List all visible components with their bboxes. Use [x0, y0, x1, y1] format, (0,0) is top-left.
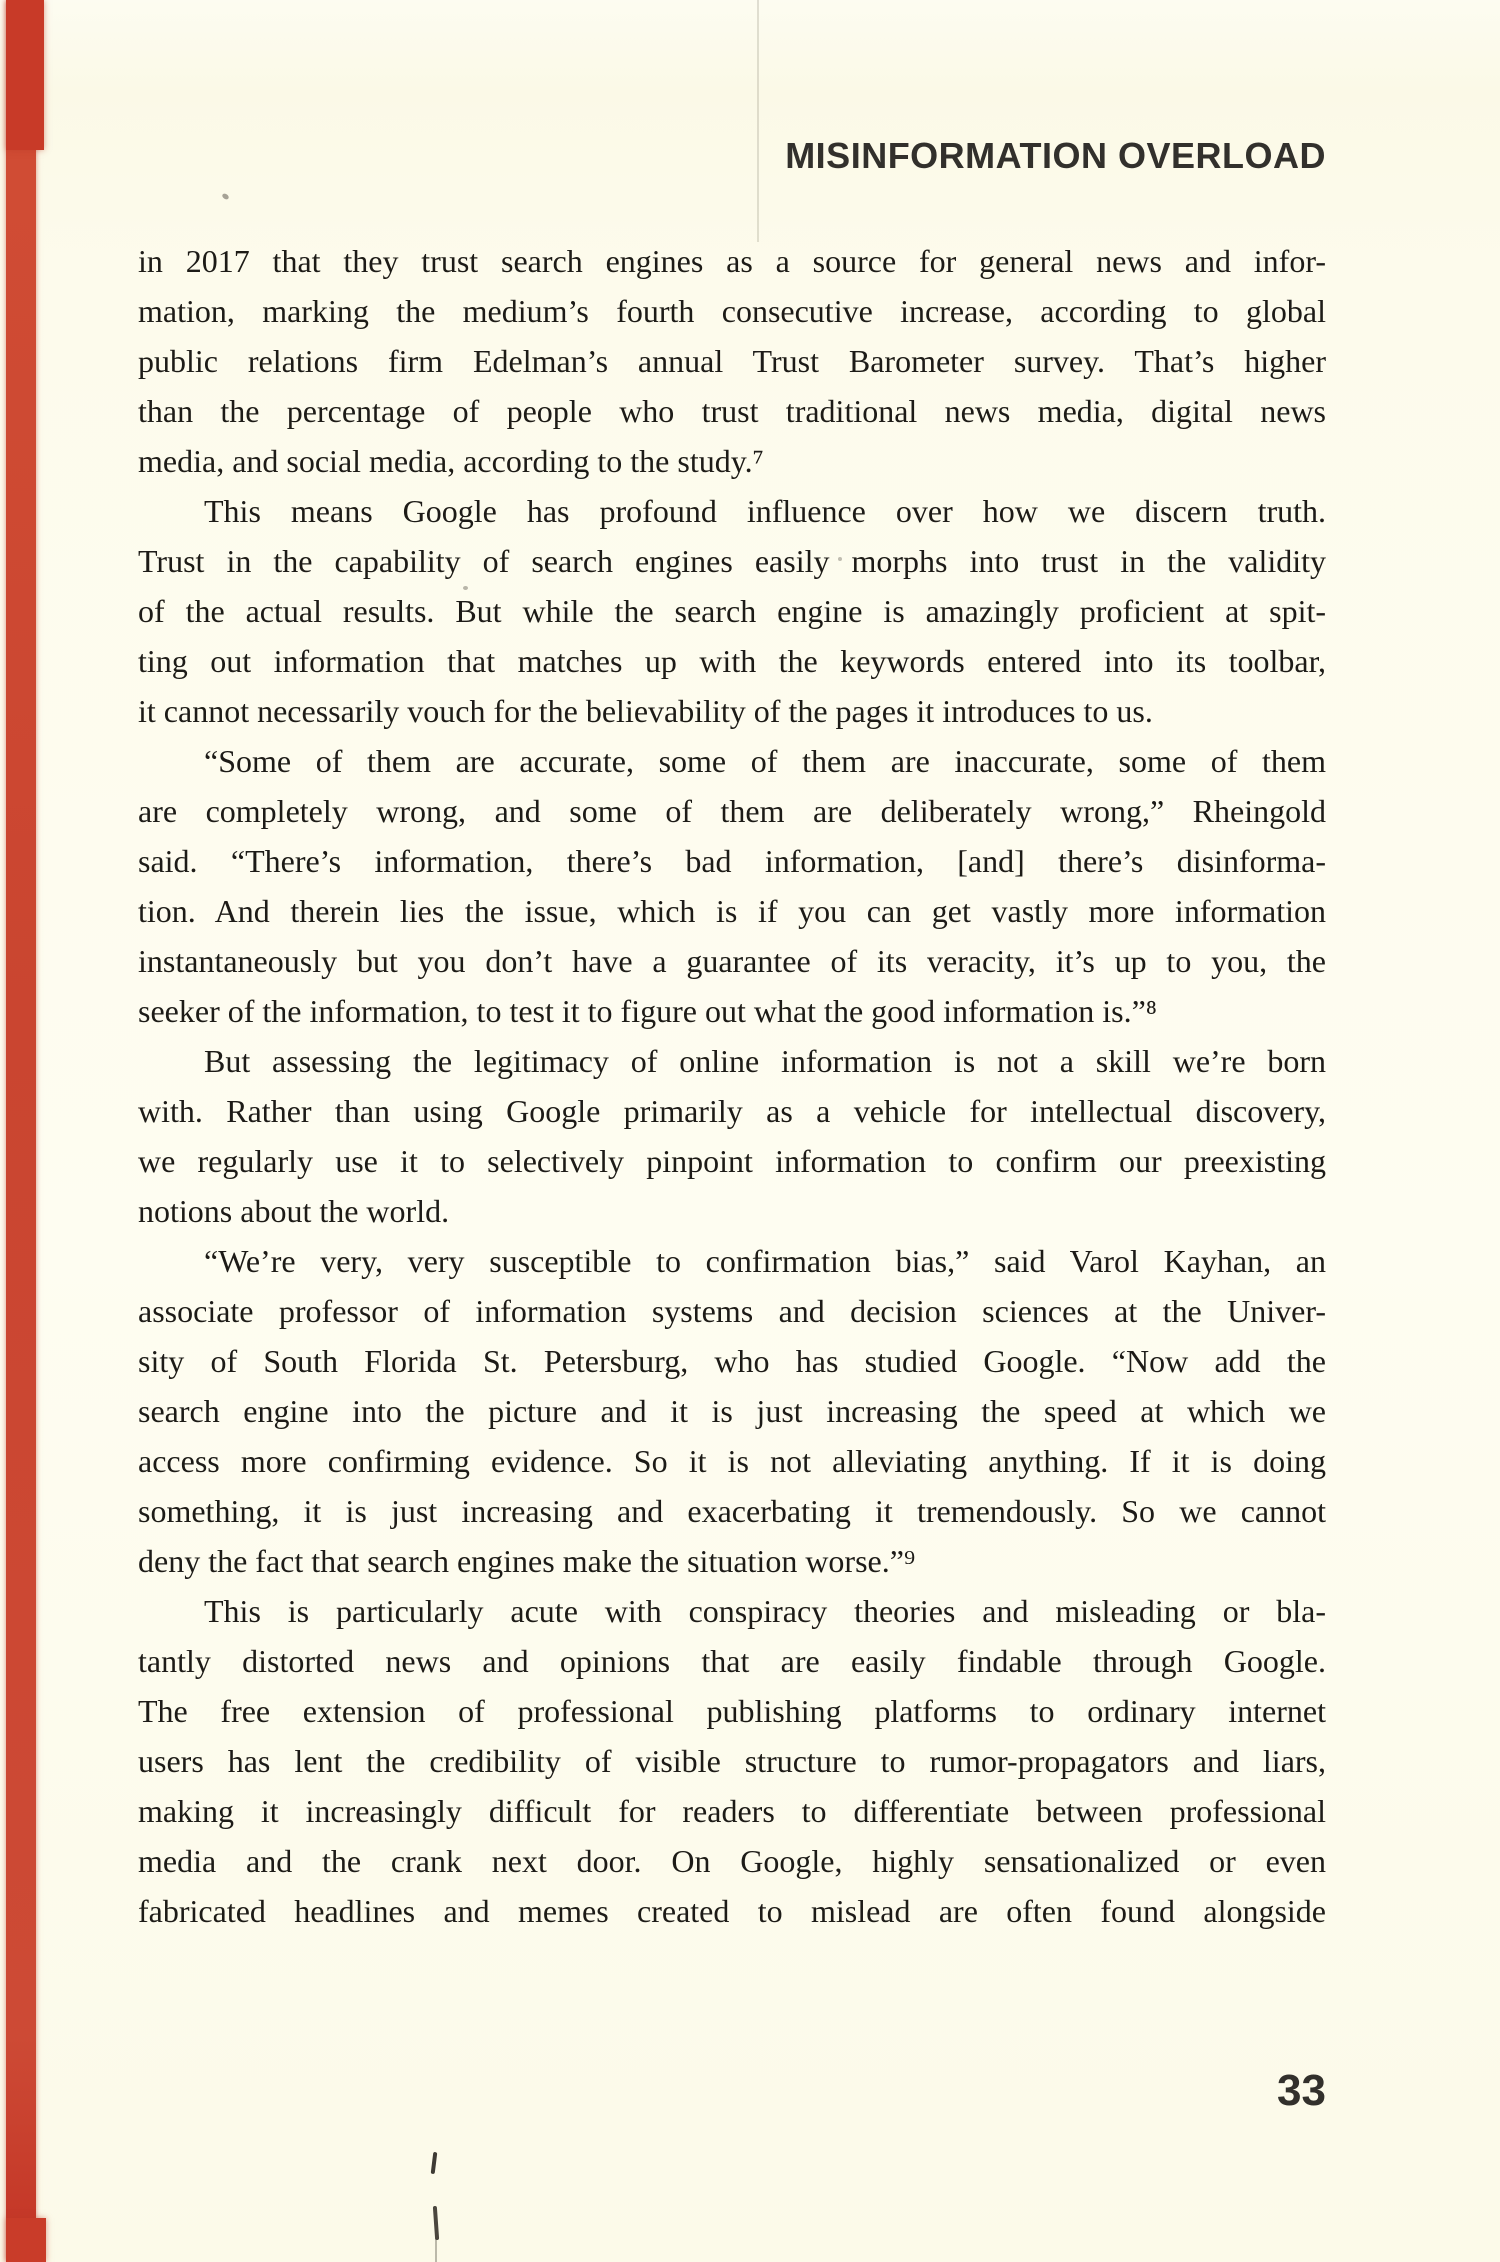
text-line: in 2017 that they trust search engines as a source for general news and infor-	[138, 243, 1326, 279]
scan-dust-speck	[221, 192, 230, 200]
text-line: seeker of the information, to test it to figure out what the good information is.”⁸	[138, 993, 1157, 1029]
text-line: notions about the world.	[138, 1193, 450, 1229]
scan-fiber-artifact	[435, 2238, 437, 2262]
text-line: tantly distorted news and opinions that are easily findable through Google.	[138, 1643, 1326, 1679]
text-line: users has lent the credibility of visible structure to rumor-propagators and liars,	[138, 1743, 1326, 1779]
text-line: ting out information that matches up with the keywords entered into its toolbar,	[138, 643, 1326, 679]
text-line: This is particularly acute with conspiracy theories and misleading or bla-	[204, 1593, 1326, 1629]
page-number: 33	[1277, 2066, 1326, 2115]
text-line: public relations firm Edelman’s annual Trust Barometer survey. That’s higher	[138, 343, 1326, 379]
text-line: “Some of them are accurate, some of them are inaccurate, some of them	[204, 743, 1326, 779]
text-line: are completely wrong, and some of them are deliberately wrong,” Rheingold	[138, 793, 1326, 829]
text-line: than the percentage of people who trust traditional news media, digital news	[138, 393, 1326, 429]
text-line: we regularly use it to selectively pinpoint information to confirm our preexisting	[138, 1143, 1326, 1179]
text-line: deny the fact that search engines make the situation worse.”⁹	[138, 1543, 916, 1579]
text-line: search engine into the picture and it is just increasing the speed at which we	[138, 1393, 1326, 1429]
text-line: “We’re very, very susceptible to confirmation bias,” said Varol Kayhan, an	[204, 1243, 1326, 1279]
text-line: mation, marking the medium’s fourth consecutive increase, according to global	[138, 293, 1326, 329]
text-line: The free extension of professional publishing platforms to ordinary internet	[138, 1693, 1326, 1729]
scan-dust-speck	[838, 557, 842, 561]
body-text	[138, 236, 1326, 1936]
text-line: said. “There’s information, there’s bad information, [and] there’s disinforma-	[138, 843, 1326, 879]
text-line: fabricated headlines and memes created to mislead are often found alongside	[138, 1893, 1326, 1929]
book-edge-red-strip	[6, 0, 36, 2262]
scan-dust-speck	[463, 586, 468, 590]
running-header: MISINFORMATION OVERLOAD	[785, 135, 1326, 176]
book-edge-red-strip-top	[6, 0, 44, 150]
text-line: of the actual results. But while the search engine is amazingly proficient at spit-	[138, 593, 1326, 629]
text-line: media and the crank next door. On Google, highly sensationalized or even	[138, 1843, 1326, 1879]
scan-crease-artifact	[757, 0, 759, 242]
scan-fiber-artifact	[433, 2206, 439, 2240]
text-line: instantaneously but you don’t have a guarantee of its veracity, it’s up to you, the	[138, 943, 1326, 979]
book-edge-red-strip-bottom	[6, 2218, 46, 2262]
text-line: it cannot necessarily vouch for the believability of the pages it introduces to us.	[138, 693, 1153, 729]
text-line: with. Rather than using Google primarily as a vehicle for intellectual discovery,	[138, 1093, 1326, 1129]
text-line: But assessing the legitimacy of online information is not a skill we’re born	[204, 1043, 1326, 1079]
text-line: sity of South Florida St. Petersburg, who has studied Google. “Now add the	[138, 1343, 1326, 1379]
text-line: media, and social media, according to the study.⁷	[138, 443, 764, 479]
text-line: Trust in the capability of search engines easily morphs into trust in the validity	[138, 543, 1326, 579]
text-line: access more confirming evidence. So it is not alleviating anything. If it is doing	[138, 1443, 1326, 1479]
text-line: making it increasingly difficult for readers to differentiate between professional	[138, 1793, 1326, 1829]
text-line: tion. And therein lies the issue, which is if you can get vastly more information	[138, 893, 1326, 929]
text-line: associate professor of information systems and decision sciences at the Univer-	[138, 1293, 1326, 1329]
text-line: This means Google has profound influence over how we discern truth.	[204, 493, 1326, 529]
text-line: something, it is just increasing and exacerbating it tremendously. So we cannot	[138, 1493, 1326, 1529]
scan-fiber-artifact	[431, 2152, 438, 2174]
